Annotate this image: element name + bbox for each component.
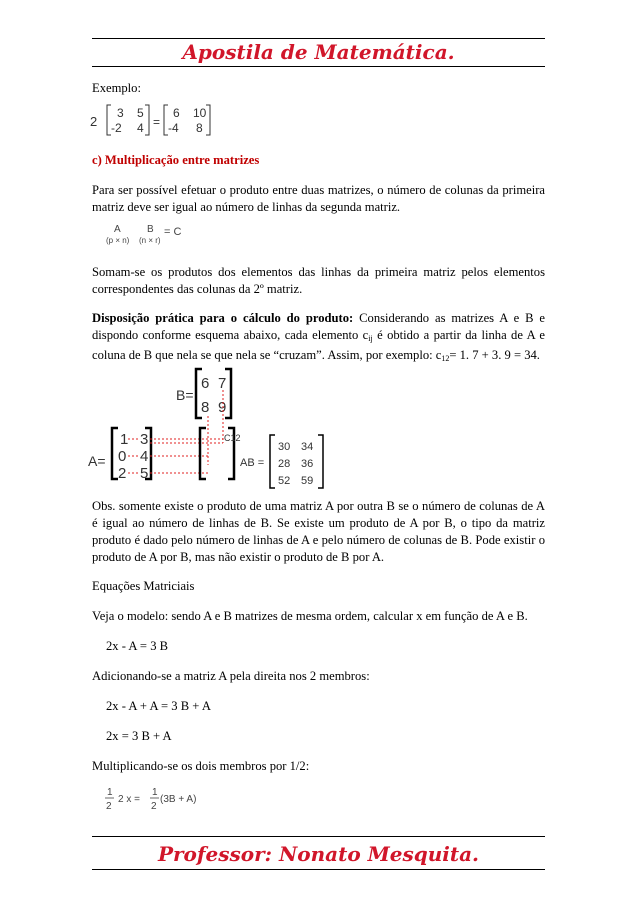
ab-cell-5: 52 xyxy=(278,475,291,487)
header-title: Apostila de Matemática. xyxy=(182,40,455,64)
paragraph-3-sub2: 12 xyxy=(441,354,450,363)
b-cell-1: 6 xyxy=(201,375,210,392)
paragraph-1: Para ser possível efetuar o produto entre duas matrizes, o número de colunas da primeira matriz deve ser igual ao número de linhas da segunda matriz. xyxy=(92,183,545,214)
m2-cell-3: -4 xyxy=(168,121,179,135)
dim-b: B xyxy=(147,224,154,235)
equation-2: 2x - A + A = 3 B + A xyxy=(106,699,211,713)
paragraph-4: Obs. somente existe o produto de uma matriz A por outra B se o número de colunas de A é igual ao número de linhas de B. Se existe um produto de A por B, o tipo da matriz produto é dado pelo número de linhas de A e pelo número de colunas de B. Pode existir o produto de A por B, mas não existir o produto de B por A. xyxy=(92,499,545,564)
dim-a-size: (p × n) xyxy=(106,236,130,245)
a-cell-3: 0 xyxy=(118,448,127,465)
ab-cell-6: 59 xyxy=(301,475,314,487)
section-c-title: c) Multiplicação entre matrizes xyxy=(92,153,260,167)
dim-b-size: (n × r) xyxy=(139,236,161,245)
scalar-example-formula xyxy=(88,102,228,138)
footer-rule-top xyxy=(92,836,545,837)
ab-label: AB = xyxy=(240,457,265,469)
header-rule-bottom xyxy=(92,66,545,67)
diagram-b-label: B= xyxy=(176,387,194,403)
c12-label: C12 xyxy=(224,433,241,443)
a-cell-5: 2 xyxy=(118,465,127,482)
ff-rhs-num: 1 xyxy=(152,787,158,798)
ab-cell-2: 34 xyxy=(301,441,314,453)
dimension-formula xyxy=(100,222,210,248)
b-cell-3: 8 xyxy=(201,399,210,416)
ff-lhs: 2 x = xyxy=(118,794,140,805)
diagram-a-label: A= xyxy=(88,453,106,469)
paragraph-3-bold: Disposição prática para o cálculo do produto: xyxy=(92,311,354,325)
m1-cell-1: 3 xyxy=(117,106,124,120)
m2-cell-4: 8 xyxy=(196,121,203,135)
ff-frac-den: 2 xyxy=(106,801,112,812)
equation-1: 2x - A = 3 B xyxy=(106,639,169,653)
equations-title: Equações Matriciais xyxy=(92,579,195,593)
ab-cell-4: 36 xyxy=(301,458,314,470)
scalar-value: 2 xyxy=(90,114,98,129)
a-cell-4: 4 xyxy=(140,448,149,465)
paragraph-3 xyxy=(92,310,545,367)
a-cell-6: 5 xyxy=(140,465,149,482)
final-formula xyxy=(100,784,220,816)
a-cell-2: 3 xyxy=(140,431,149,448)
example-label: Exemplo: xyxy=(92,81,141,95)
product-diagram xyxy=(88,366,388,492)
m1-cell-2: 5 xyxy=(137,106,144,120)
paragraph-5: Veja o modelo: sendo A e B matrizes de mesma ordem, calcular x em função de A e B. xyxy=(92,609,528,623)
paragraph-3-a: Considerando as matrizes A e B e dispondo conforme esquema abaixo, cada elemento c xyxy=(92,311,545,342)
paragraph-6: Adicionando-se a matriz A pela direita nos 2 membros: xyxy=(92,669,370,683)
b-cell-2: 7 xyxy=(218,375,227,392)
m1-cell-4: 4 xyxy=(137,121,144,135)
ab-cell-3: 28 xyxy=(278,458,291,470)
a-cell-1: 1 xyxy=(120,431,129,448)
dim-eq: = C xyxy=(164,226,182,238)
m2-cell-2: 10 xyxy=(193,106,207,120)
paragraph-2: Somam-se os produtos dos elementos das linhas da primeira matriz pelos elementos correspondentes das colunas da 2º matriz. xyxy=(92,265,545,296)
equation-3: 2x = 3 B + A xyxy=(106,729,172,743)
header-rule-top xyxy=(92,38,545,39)
paragraph-7: Multiplicando-se os dois membros por 1/2: xyxy=(92,759,310,773)
ff-rhs-expr: (3B + A) xyxy=(160,794,197,805)
ff-frac-num: 1 xyxy=(107,787,113,798)
m2-cell-1: 6 xyxy=(173,106,180,120)
dim-a: A xyxy=(114,224,121,235)
paragraph-3-b: é obtido a partir da linha de A e coluna de B que nela se que nela se “cruzam”. Assim, por exemplo: c xyxy=(92,328,545,362)
paragraph-3-sub: ij xyxy=(368,334,373,343)
equals-sign: = xyxy=(153,115,161,129)
footer-rule-bottom xyxy=(92,869,545,870)
footer-text: Professor: Nonato Mesquita. xyxy=(157,842,480,866)
b-cell-4: 9 xyxy=(218,399,227,416)
paragraph-3-c: = 1. 7 + 3. 9 = 34. xyxy=(449,348,540,362)
ab-cell-1: 30 xyxy=(278,441,291,453)
m1-cell-3: -2 xyxy=(111,121,122,135)
ff-rhs-den: 2 xyxy=(151,801,157,812)
